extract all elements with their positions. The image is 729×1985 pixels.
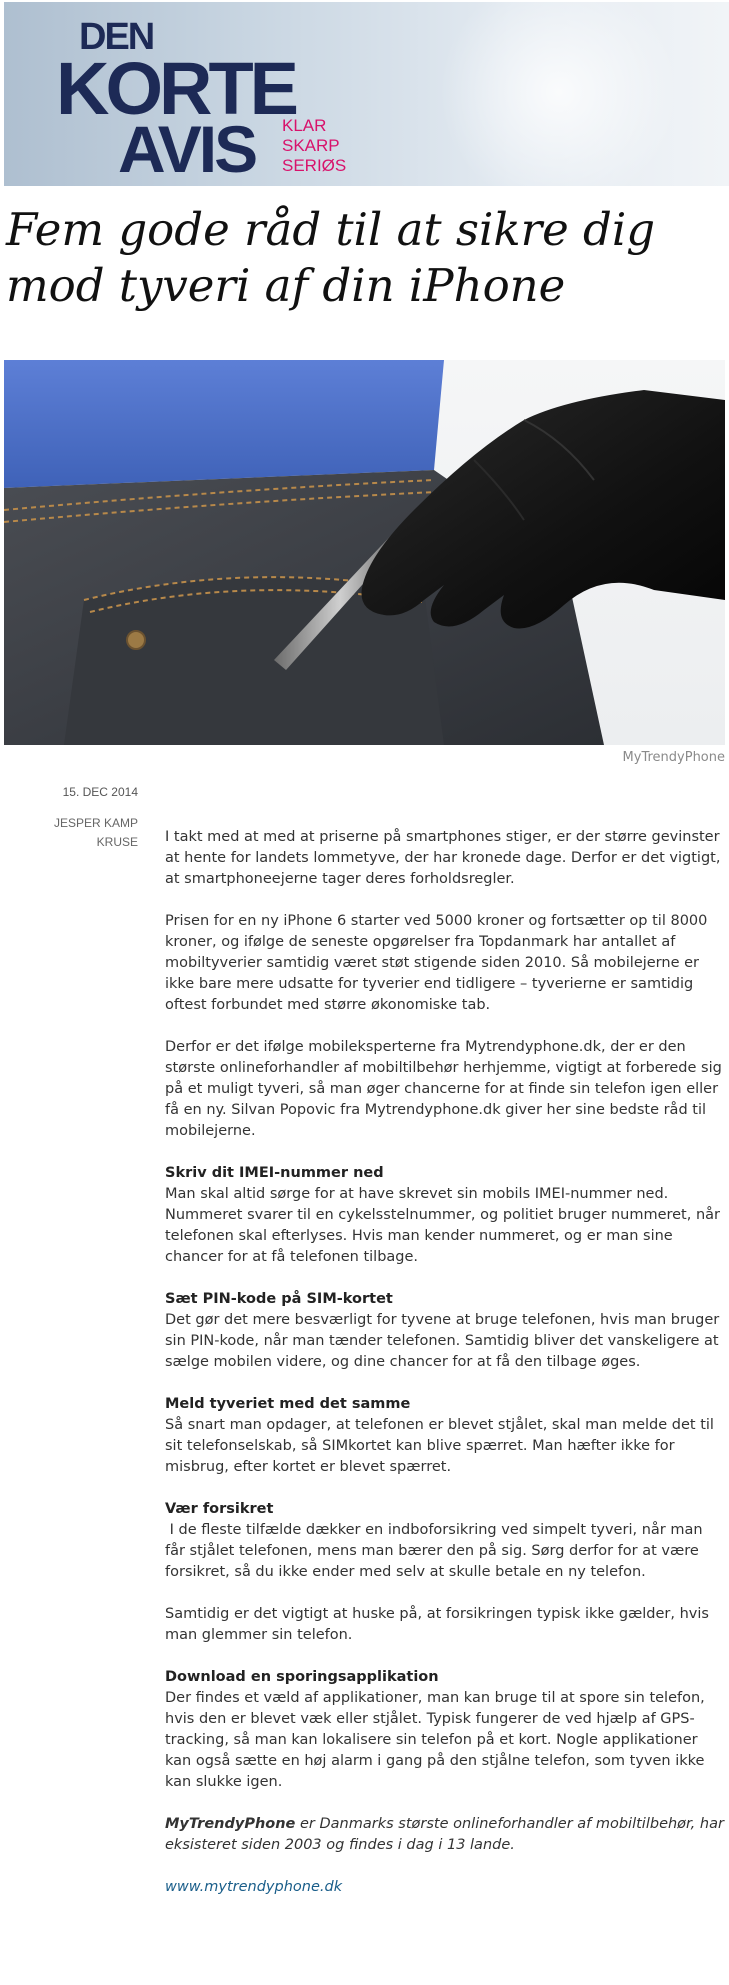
tip-pin — [165, 1289, 725, 1373]
tip-imei-heading: Skriv dit IMEI-nummer ned — [165, 1165, 384, 1181]
tip-imei-text: Man skal altid sørge for at have skrevet sin mobils IMEI-nummer ned. Nummeret svarer til en cykelsstelnummer, og politiet bruger nummeret, når telefonen skal efterlyses. Hvis man kender nummeret, og er man sine chancer for at få telefonen tilbage. — [165, 1186, 721, 1265]
paragraph-prices: Prisen for en ny iPhone 6 starter ved 5000 kroner og fortsætter op til 8000 kroner, og ifølge de seneste opgørelser fra Topdanmark har antallet af mobiltyverier samtidig været støt stigende siden 2010. Så mobilejerne er ikke bare mere udsatte for tyverier end tidligere – tyverierne er samtidig oftest forbundet med større økonomiske tab. — [165, 913, 708, 1013]
tip-insurance-extra: Samtidig er det vigtigt at huske på, at forsikringen typisk ikke gælder, hvis man glemmer sin telefon. — [165, 1606, 709, 1643]
paragraph-experts: Derfor er det ifølge mobileksperterne fra Mytrendyphone.dk, der er den største onlineforhandler af mobiltilbehør herhjemme, vigtigt at forberede sig på et muligt tyveri, så man øger chancerne for at finde sin telefon igen eller få en ny. Silvan Popovic fra Mytrendyphone.dk giver her sine bedste råd til mobilejerne. — [165, 1039, 722, 1139]
tip-insurance-heading: Vær forsikret — [165, 1501, 274, 1517]
sweater-shape — [4, 360, 444, 488]
headline-line-1: Fem gode råd til at sikre dig — [6, 203, 656, 256]
tagline-klar: KLAR — [282, 116, 327, 135]
tip-pin-heading: Sæt PIN-kode på SIM-kortet — [165, 1291, 393, 1307]
article-body — [165, 827, 725, 1919]
tip-tracking-text: Der findes et væld af applikationer, man kan bruge til at spore sin telefon, hvis den er blevet væk eller stjålet. Typisk fungerer de ved hjælp af GPS-tracking, så man kan lokalisere sin telefon på et kort. Nogle applikationer kan også sætte en høj alarm i gang på den stjålne telefon, som tyven ikke kan slukke igen. — [165, 1690, 705, 1790]
pickpocket-illustration — [4, 360, 725, 745]
author-name-line-2: KRUSE — [96, 835, 138, 849]
tagline-skarp: SKARP — [282, 136, 340, 155]
tip-pin-text: Det gør det mere besværligt for tyvene at bruge telefonen, hvis man bruger sin PIN-kode, når man tænder telefonen. Samtidig bliver det vanskeligere at sælge mobilen videre, og dine chancer for at få den tilbage øges. — [165, 1312, 720, 1370]
logo-text-avis: AVIS — [118, 112, 256, 186]
publish-date: 15. DEC 2014 — [62, 785, 138, 799]
paragraph-intro: I takt med at med at priserne på smartphones stiger, er der større gevinster at hente for landets lommetyve, der har kronede dage. Derfor er det vigtigt, at smartphoneejerne tager deres forholdsregler. — [165, 829, 721, 887]
hero-image — [4, 360, 725, 745]
masthead-glow — [429, 2, 689, 186]
tip-report-text: Så snart man opdager, at telefonen er blevet stjålet, skal man melde det til sit telefonselskab, så SIMkortet kan blive spærret. Man hæfter ikke for misbrug, efter kortet er blevet spærret. — [165, 1417, 714, 1475]
author-byline — [30, 814, 138, 852]
tip-insurance — [165, 1499, 725, 1583]
tip-imei — [165, 1163, 725, 1268]
article-headline — [6, 202, 706, 314]
masthead-banner — [4, 2, 729, 186]
promo-brand: MyTrendyPhone — [165, 1816, 296, 1832]
promo-text: er Danmarks største onlineforhandler af mobiltilbehør, har eksisteret siden 2003 og findes i dag i 13 lande. — [165, 1816, 724, 1853]
website-link[interactable]: www.mytrendyphone.dk — [165, 1879, 343, 1895]
logo-text-den: DEN — [79, 16, 154, 58]
tip-tracking — [165, 1667, 725, 1793]
tip-tracking-heading: Download en sporingsapplikation — [165, 1669, 439, 1685]
logo-text-korte: KORTE — [56, 47, 295, 130]
headline-line-2: mod tyveri af din iPhone — [6, 259, 566, 312]
link-paragraph — [165, 1877, 725, 1898]
tagline-serios: SERIØS — [282, 156, 347, 175]
tip-report-heading: Meld tyveriet med det samme — [165, 1396, 411, 1412]
author-name-line-1: JESPER KAMP — [53, 816, 138, 830]
image-caption: MyTrendyPhone — [622, 750, 725, 765]
promo-paragraph — [165, 1814, 725, 1856]
tip-insurance-text: I de fleste tilfælde dækker en indboforsikring ved simpelt tyveri, når man får stjålet telefonen, mens man bærer den på sig. Sørg derfor for at være forsikret, så du ikke ender med selv at skulle betale en ny telefon. — [165, 1522, 708, 1580]
tip-report — [165, 1394, 725, 1478]
